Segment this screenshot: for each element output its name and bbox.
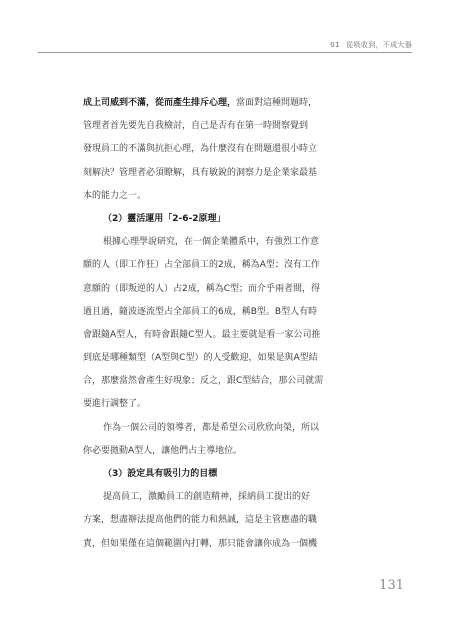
paragraph-line: 過且過，隨波逐流型占全部員工的6成，稱B型。B型人有時 (83, 306, 318, 317)
paragraph-line: 要進行調整了。 (83, 399, 147, 410)
paragraph-line: 根據心理學說研究，在一個企業體系中，有強烈工作意 (103, 237, 320, 248)
emphasis-text: 成上司威到不滿，從而產生排斥心理， (83, 98, 237, 108)
paragraph-line: 本的能力之一。 (83, 190, 147, 201)
paragraph-line: 意願的（即叛逆的人）占2成，稱為C型；而介乎兩者間，得 (83, 283, 321, 294)
paragraph-line: 你必要拋動A型人，讓他們占主導地位。 (83, 445, 243, 456)
page-body (83, 92, 375, 556)
paragraph-line: 作為一個公司的領導者，都是希望公司欣欣向榮，所以 (103, 422, 320, 433)
paragraph-line: 到底是哪種類型（A型與C型）的人受歡迎，如果是與A型結 (83, 353, 318, 364)
section-heading: （3）設定具有吸引力的目標 (103, 469, 218, 479)
paragraph-line: 發現員工的不滿與抗拒心理，為什麼沒有在問題還很小時立 (83, 144, 318, 155)
body-text: 當面對這種問題時， (236, 98, 318, 108)
paragraph-line: 刻解決？管理者必須瞭解，具有敏銳的洞察力是企業家最基 (83, 167, 318, 178)
header-chapter-label (330, 40, 412, 50)
chapter-title: 從吸收到，不成大器 (346, 41, 412, 49)
paragraph-line: 會跟隨A型人，有時會跟隨C型人。最主要就是看一家公司推 (83, 329, 321, 340)
section-heading: （2）靈活運用「2-6-2原理」 (103, 213, 226, 224)
paragraph-line: 願的人（即工作狂）占全部員工的2成，稱為A型；沒有工作 (83, 260, 320, 271)
paragraph-line: 合，那麼當然會產生好現象；反之，跟C型結合，那公司就需 (83, 376, 324, 387)
running-header (0, 0, 450, 56)
chapter-number: 01 (330, 41, 340, 49)
paragraph-line: 責，但如果僅在這個範圍內打轉，那只能會讓你成為一個機 (83, 538, 318, 549)
page-number: 131 (379, 578, 404, 593)
paragraph-line (83, 92, 375, 115)
paragraph-line: 方案，想盡辦法提高他們的能力和熱誠，這是主管應盡的職 (83, 515, 318, 526)
header-divider (38, 52, 412, 53)
paragraph-line: 管理者首先要先自我檢討，自己是否有在第一時間察覺到 (83, 121, 309, 132)
paragraph-line: 提高員工，激勵員工的創造精神，採納員工提出的好 (103, 492, 311, 503)
